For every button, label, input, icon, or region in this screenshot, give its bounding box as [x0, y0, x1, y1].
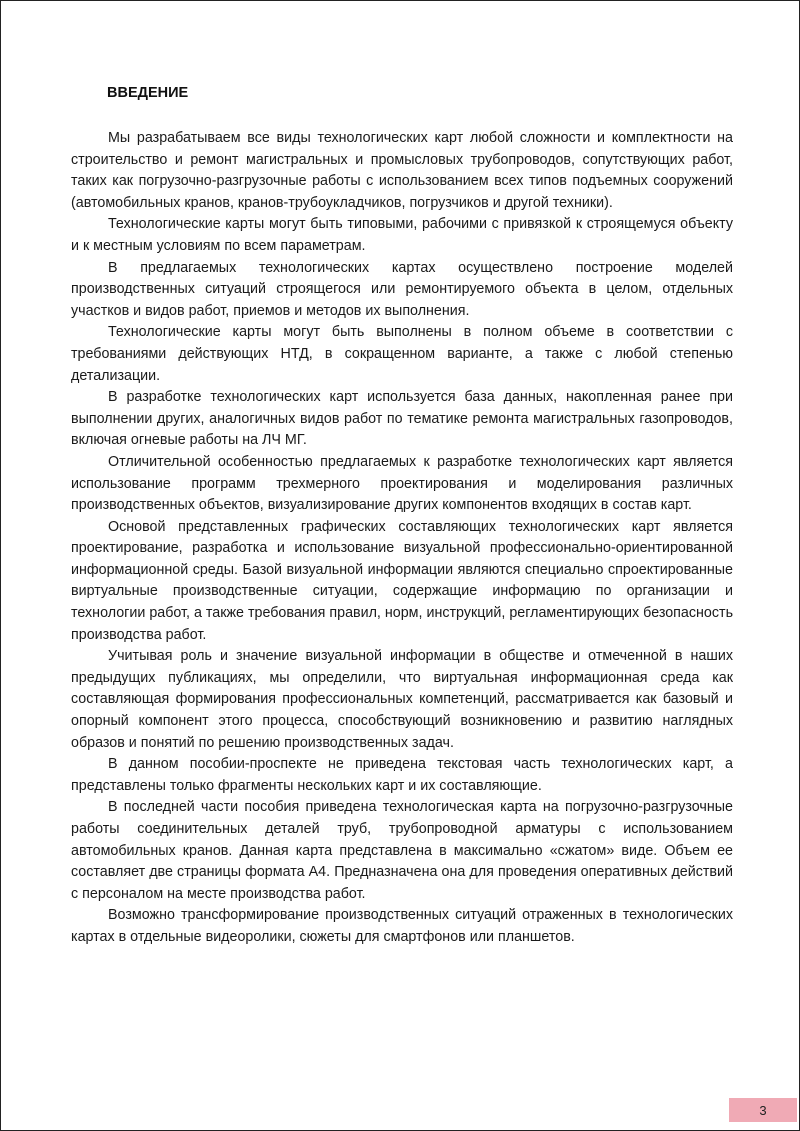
paragraph: Мы разрабатываем все виды технологических карт любой сложности и комплектности на строительство и ремонт магистральных и промысловых трубопроводов, сопутствующих работ, таких как погрузочно-разгрузочные работы с использованием всех типов подъемных сооружений (автомобильных кранов, кранов-трубоукладчиков, погрузчиков и другой техники). — [71, 130, 733, 211]
section-heading: ВВЕДЕНИЕ — [107, 85, 189, 101]
paragraph: Отличительной особенностью предлагаемых к разработке технологических карт является использование программ трехмерного проектирования и моделирования различных производственных объектов, визуализирование других компонентов входящих в состав карт. — [71, 453, 733, 514]
page-number: 3 — [729, 1098, 797, 1122]
paragraph: Основой представленных графических составляющих технологических карт является проектирование, разработка и использование визуальной профессионально-ориентированной информационной среды. Базой визуальной информации являются специально спроектированные виртуальные производственные ситуации, содержащие информацию по организации и технологии работ, а также требования правил, норм, инструкций, регламентирующих безопасность производства работ. — [71, 518, 734, 643]
body-text — [71, 128, 733, 949]
paragraph: В предлагаемых технологических картах осуществлено построение моделей производственных ситуаций строящегося или ремонтируемого объекта в целом, отдельных участков и видов работ, приемов и методов их выполнения. — [71, 259, 733, 319]
paragraph: Технологические карты могут быть выполнены в полном объеме в соответствии с требованиями действующих НТД, в сокращенном варианте, а также с любой степенью детализации. — [71, 324, 733, 384]
paragraph: Учитывая роль и значение визуальной информации в обществе и отмеченной в наших предыдущих публикациях, мы определили, что виртуальная информационная среда как составляющая формирования профессиональных компетенций, рассматривается как базовый и опорный компонент этого процесса, способствующий возникновению и развитию наглядных образов и понятий по решению производственных задач. — [71, 648, 733, 751]
paragraph: В данном пособии-проспекте не приведена текстовая часть технологических карт, а представлены только фрагменты нескольких карт и их составляющие. — [71, 756, 733, 794]
paragraph: Технологические карты могут быть типовыми, рабочими с привязкой к строящемуся объекту и к местным условиям по всем параметрам. — [71, 216, 733, 254]
paragraph: Возможно трансформирование производственных ситуаций отраженных в технологических картах в отдельные видеоролики, сюжеты для смартфонов или планшетов. — [71, 907, 733, 945]
paragraph: В последней части пособия приведена технологическая карта на погрузочно-разгрузочные работы соединительных деталей труб, трубопроводной арматуры с использованием автомобильных кранов. Данная карта представлена в максимально «сжатом» виде. Объем ее составляет две страницы формата А4. Предназначена она для проведения оперативных действий с персоналом на месте производства работ. — [71, 799, 733, 902]
paragraph: В разработке технологических карт используется база данных, накопленная ранее при выполнении других, аналогичных видов работ по тематике ремонта магистральных газопроводов, включая огневые работы на ЛЧ МГ. — [71, 389, 733, 449]
